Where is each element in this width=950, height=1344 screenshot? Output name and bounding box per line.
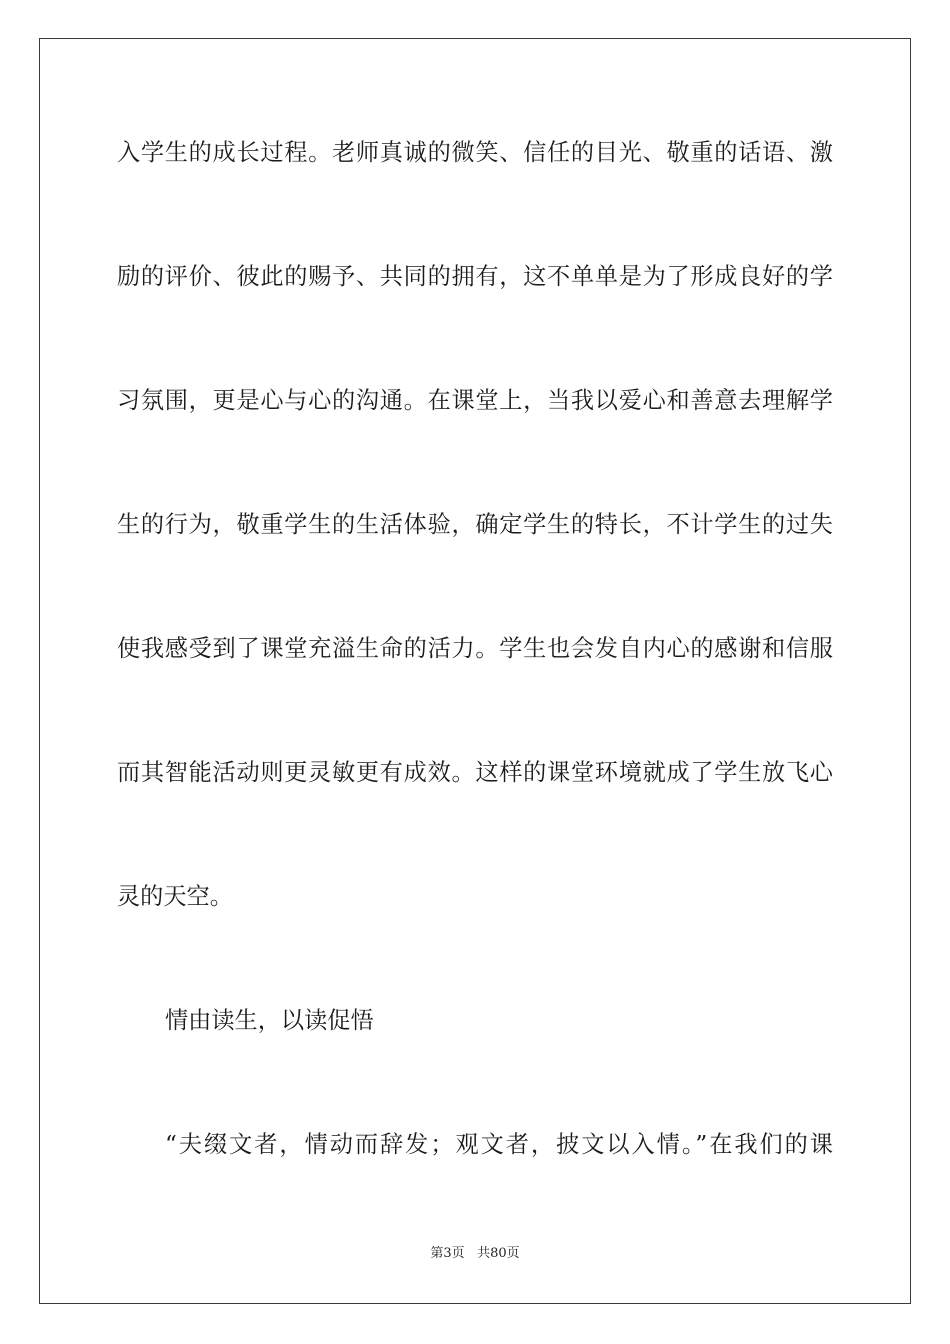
page-footer — [0, 1245, 950, 1263]
body-line-3: 习氛围，更是心与心的沟通。在课堂上，当我以爱心和善意去理解学 — [117, 387, 833, 414]
body-line-2: 励的评价、彼此的赐予、共同的拥有，这不单单是为了形成良好的学 — [117, 263, 833, 290]
section-heading: 情由读生，以读促悟 — [165, 1007, 374, 1034]
body-line-6: 而其智能活动则更灵敏更有成效。这样的课堂环境就成了学生放飞心 — [117, 759, 833, 786]
body-line-7: 灵的天空。 — [117, 883, 233, 910]
body-line-5: 使我感受到了课堂充溢生命的活力。学生也会发自内心的感谢和信服 — [117, 635, 833, 662]
page-number: 第3页 — [430, 1246, 465, 1261]
quote-line: “夫缀文者，情动而辞发；观文者，披文以入情。”在我们的课 — [165, 1131, 833, 1158]
body-line-1: 入学生的成长过程。老师真诚的微笑、信任的目光、敬重的话语、激 — [117, 139, 833, 166]
body-line-4: 生的行为，敬重学生的生活体验，确定学生的特长，不计学生的过失 — [117, 511, 833, 538]
page-total: 共80页 — [477, 1246, 520, 1261]
page-border — [39, 38, 911, 1304]
